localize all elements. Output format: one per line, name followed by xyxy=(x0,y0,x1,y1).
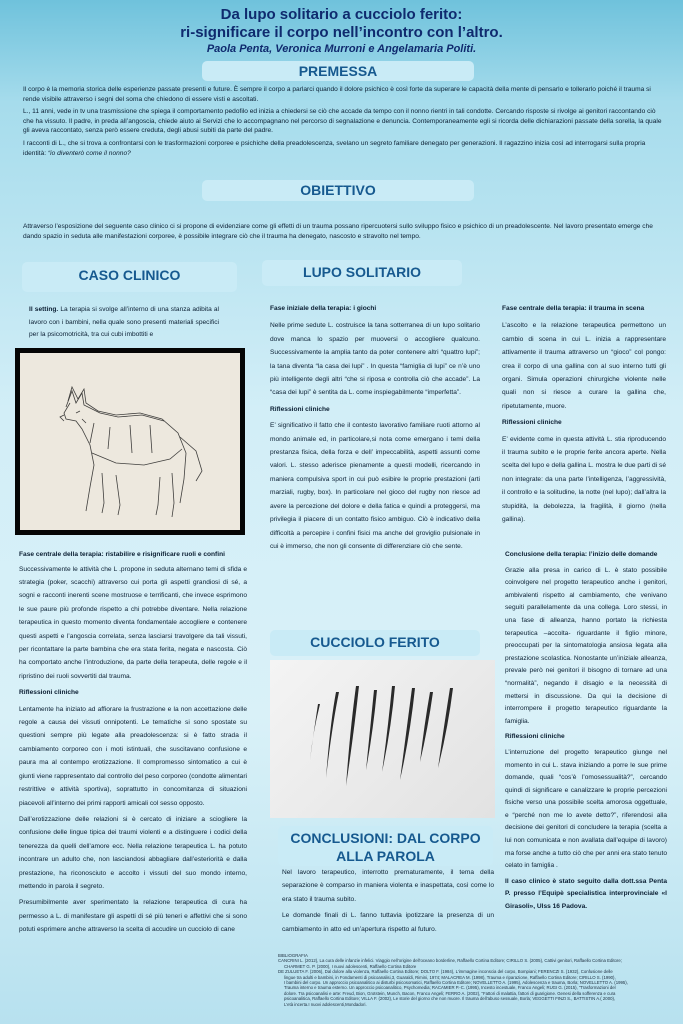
bibliography-line: psicoanalitica, Raffaello Cortina Editore; VILLA F. (2002), Le storie del giorno che non muore. Il trauma dell’abuso sessuale, Borla; VEGGETTI FINZI S., BATTISTIN A.( 2000), xyxy=(284,996,616,1002)
premessa-paragraph-3 xyxy=(23,139,663,158)
trauma-riflessioni-heading: Riflessioni cliniche xyxy=(502,419,562,427)
bibliography-heading: BIBLIOGRAFIA xyxy=(278,953,308,958)
slashed-canvas-icon xyxy=(270,660,495,818)
premessa-section xyxy=(23,85,663,158)
conclusioni-heading-line-2: ALLA PAROLA xyxy=(336,848,435,864)
premessa-paragraph-1: Il corpo è la memoria storica delle esperienze passate presenti e future. È sempre il corpo a parlarci quando il dolore psichico è così forte da superare le capacità della mente di pensarlo e tollerarlo poiché il trauma si rende visibile attraverso i segni del soma che chiedono di essere visti e ascoltati. xyxy=(23,86,651,103)
wolf-sketch-icon xyxy=(20,353,240,530)
premessa-heading: PREMESSA xyxy=(298,63,378,79)
trauma-column xyxy=(502,302,666,530)
bibliography-line: CHARMET G. P. (2000), I nuovi adolescenti, Raffaello Cortina Editore xyxy=(284,963,417,969)
closing-note: Il caso clinico è stato seguito dalla dott.ssa Penta P. presso l’Equipè specialistica interprovinciale «I Girasoli», Ulss 16 Padova. xyxy=(505,877,667,911)
conclusioni-text xyxy=(282,866,494,939)
bibliography-line: L’età incerta.I nuovi adolescenti,Mondadori. xyxy=(284,1001,367,1007)
premessa-paragraph-2: L., 11 anni, vede in tv una trasmissione che spiega il comportamento pedofilo ed inizia a chiedersi se ciò che accade da tempo con il nonno rientri in tali condotte. Cercando risposte si rivolge ai genitori raccontando ciò che ha vissuto. Il padre, in preda all’angoscia, chiede aiuto ai Servizi che lo accompagnano nel percorso di segnalazione e denuncia. Contemporaneamente egli si ricorda delle dichiarazioni passate della sorella, la quale gli aveva raccontato, senza però essere creduta, degli abusi subiti da parte del padre. xyxy=(23,108,662,135)
conclusione-riflessioni-text: L’interruzione del progetto terapeutico giunge nel momento in cui L. stava iniziando a porre le sue prime domande, quali “cos’è l’omosessualità?”, cercando quindi di significare e canalizzare le proprie percezioni fisiche verso una possibile scelta amorosa oggettuale, e “perché non me lo avete detto?”, riferendosi alla decisione dei genitori di concludere la terapia (scelta a lui non comunicata e non avallata dall’equipe di lavoro) ma forse anche a tutto ciò che per anni era stato tenuto celato in famiglia . xyxy=(505,748,667,870)
caso-clinico-heading: CASO CLINICO xyxy=(78,267,181,283)
slashed-canvas-image xyxy=(270,660,495,818)
conclusioni-paragraph-2: Le domande finali di L. fanno tuttavia ipotizzare la presenza di un cambiamento in atto ed un’apertura rispetto al futuro. xyxy=(282,912,494,933)
trauma-heading: Fase centrale della terapia: il trauma in scena xyxy=(502,305,645,312)
fase-iniziale-text: Nelle prime sedute L. costruisce la tana sotterranea di un lupo solitario dove manca lo spazio per muoversi o accogliere qualcuno. Successivamente la amplia tanto da poter contenere altri “quattro lupi”; la tana diventa “la casa dei lupi” . In questa “famiglia di lupi” ce n’è uno più intelligente degli altri “che si riposa e controlla ciò che accade”. La “casa dei lupi” è sentita da L. come inspiegabilmente “imperfetta”. xyxy=(270,322,480,397)
caso-clinico-lower-column xyxy=(19,550,247,940)
setting-label: Il setting. xyxy=(29,306,59,313)
trauma-riflessioni-text: E’ evidente come in questa attività L. stia riproducendo il trauma subito e le proprie ferite ancora aperte. Nella scelta del lupo e della gallina L. mostra le due parti di sé non integrate: da una parte l’intelligenza, l’aggressività, il controllo e la solitudine, la notte (nel lupo); dall’altra la stupidità, la debolezza, la fragilità, il giorno (nella gallina). xyxy=(502,435,666,524)
fase-centrale-ruoli-text: Successivamente le attività che L .propone in seduta alternano temi di sfida e strategia (poker, scacchi) attraverso cui porta gli aspetti grandiosi di sé, a sogni e racconti inerenti scene mostruose e terrificanti, che invece esprimono le sue paure più profonde rispetto a chi potrebbe diventare. Nella relazione terapeutica in questo momento diventa fondamentale accogliere e contenere questi aspetti e l’angoscia correlata, senza lasciarsi travolgere da tali vissuti, per ricontattare la parte bambina che era stata ferita, negata e nascosta. Ciò ha comportato anche l’introduzione, da parte della terapeuta, delle regole e il ripristino dei ruoli sovvertiti dal trauma. xyxy=(19,565,247,680)
bibliography-line: Trauma interno e trauma esterno. Un approccio psicoanalitico, Psychomedia; RACAMIER P.-C. (1995), Incesto incestuale, Franco Angeli; RUGI G. (2015), “Trasformazioni del xyxy=(284,985,616,991)
lupo-riflessioni-heading: Riflessioni cliniche xyxy=(270,405,330,413)
conclusione-terapia-heading: Conclusione della terapia: l’inizio delle domande xyxy=(505,551,658,558)
bibliography xyxy=(278,953,673,1007)
wolf-drawing xyxy=(15,348,245,535)
conclusioni-paragraph-1: Nel lavoro terapeutico, interrotto prematuramente, il tema della separazione è comparso in maniera violenta e inaspettata, così come lo era stato il trauma subito. xyxy=(282,869,494,903)
lupo-riflessioni-text: E’ significativo il fatto che il contesto lavorativo familiare ruoti attorno al mondo animale ed, in particolare,si nota come emergano i temi della prestanza fisica, della forza e dell’ impeccabilità, aspetti assunti come valori. L. stesso aderisce pienamente a questi modelli, ricercando in maniera compulsiva sport in cui può esibire le proprie prestazioni (arti marziali, rugby, box). In particolare nel gioco del rugby non riesce ad avere la percezione del dolore e della fatica e quindi a proteggersi, ma privilegia il piacere di un contatto fisico ambiguo. Ciò è indicativo della difficoltà a percepire i confini fisici ma anche del groviglio pulsionale in cui è immerso, che non gli consente di differenziare ciò che sente. xyxy=(270,422,480,550)
poster-title-line-2: ri-significare il corpo nell’incontro con l’altro. xyxy=(180,24,503,41)
conclusione-riflessioni-heading: Riflessioni cliniche xyxy=(505,733,565,741)
wolf-drawing-paper xyxy=(20,353,240,530)
cucciolo-ferito-heading: CUCCIOLO FERITO xyxy=(310,634,440,650)
bibliography-line: CANCRINI L. (2012), La cura delle infanzie infelici. Viaggio nell’origine dell’oceano borderline, Raffaello Cortina Editore; CIRILLO S. (2005), Cattivi genitori, Raffaello Cortina Editore; xyxy=(278,958,622,964)
conclusioni-heading-line-1: CONCLUSIONI: DAL CORPO xyxy=(290,830,481,846)
conclusione-terapia-text: Grazie alla presa in carico di L. è stato possibile coinvolgere nel progetto terapeutico anche i genitori, ambivalenti rispetto al cambiamento, che venivano seguiti parallelamente da una collega. Loro stessi, in una fase di alleanza, hanno portato la richiesta terapeutica –accolta- riguardante il figlio minore, preoccupati per la sintomatologia ansiosa legata alla prestazione scolastica. Nonostante un’iniziale alleanza, prevale però nei genitori il bisogno di tornare ad una “normalità”, negando il disagio e la necessità di mettersi in discussione. Da qui la decisione di interrompere il progetto terapeutico riguardante la famiglia. xyxy=(505,566,667,725)
caso-clinico-riflessioni-p3: Presumibilmente aver sperimentato la relazione terapeutica di cura ha permesso a L. di manifestare gli aspetti di sé più teneri e affettivi che si sono potuti esprimere anche attraverso la scelta di accudire un cucciolo di cane xyxy=(19,899,247,934)
premessa-quote: “io diventerò come il nonno? xyxy=(47,149,131,157)
setting-text: La terapia si svolge all’interno di una stanza adibita al lavoro con i bambini, nella quale sono presenti materiali specifici per la psicomotricità, tra cui cubi imbottiti e xyxy=(29,306,220,339)
caso-clinico-riflessioni-p1: Lentamente ha iniziato ad affiorare la frustrazione e la non accettazione delle regole a causa dei vissuti onnipotenti. Le tematiche si sono spostate su questioni sempre più legate alla preadolescenza: si è fatto strada il cambiamento corporeo con i moti istintuali, che suscitavano confusione e paura ma al contempo erotizzazione. Il compromesso sintomatico a cui è giunti viene rappresentato dal controllo del peso corporeo (condotte alimentari restrittive e attività sportiva), soprattutto in concomitanza di situazioni piacevoli all’interno dei primi rapporti amicali col sesso opposto. xyxy=(19,705,247,807)
fase-iniziale-heading: Fase iniziale della terapia: i giochi xyxy=(270,305,377,312)
trauma-text: L’ascolto e la relazione terapeutica permettono un cambio di scena in cui L. inizia a rappresentare attivamente il trauma attraverso un “gioco” col pongo: crea il corpo di una gallina con al suo interno tutti gli organi. Simula operazioni chirurgiche violente nelle quali non si riesce a curare la gallina che, ripetutamente, muore. xyxy=(502,322,666,410)
lupo-solitario-column xyxy=(270,302,480,556)
caso-clinico-riflessioni-heading: Riflessioni cliniche xyxy=(19,689,79,697)
obiettivo-heading: OBIETTIVO xyxy=(300,182,376,198)
authors: Paola Penta, Veronica Murroni e Angelamaria Politi. xyxy=(206,43,477,55)
lupo-solitario-heading: LUPO SOLITARIO xyxy=(303,264,421,280)
setting-paragraph xyxy=(29,304,219,342)
obiettivo-text: Attraverso l’esposizione del seguente caso clinico ci si propone di evidenziare come gli effetti di un trauma possano ripercuotersi sullo sviluppo fisico e psichico di un preadolescente. Nel lavoro presentato emerge che dando spazio in seduta alle manifestazioni corporee, è possibile integrare ciò che il trauma ha denegato, nascosto e stravolto nel tempo. xyxy=(23,223,653,240)
poster-title-line-1: Da lupo solitario a cucciolo ferito: xyxy=(220,6,463,23)
fase-centrale-ruoli-heading: Fase centrale della terapia: ristabilire e risignificare ruoli e confini xyxy=(19,551,225,558)
bibliography-line: lingue tra adulti e bambini, in Fondamenti di psicoanalisi,3, Guaraldi, Rimini, 1974; MALACREA M. (1998), Trauma e riparazione, Raffaello Cortina Editore; CIRILLO S. (1990), xyxy=(284,974,616,980)
bibliography-line: DE ZULUETA F. (2006), Dal dolore alla violenza, Raffaello Cortina Editore; DOLTO F. (1984), L’immagine inconscia del corpo, Bompiani; FERENCZI S. (1932), Confusione delle xyxy=(278,969,613,975)
bibliography-line: I bambini del corpo. Un approccio psicoanalitico ai disturbi psicosomatici, Raffaello Cortina Editore; NOVELLETTO A. (1995), Adolescenza e trauma, Borla; NOVELLETTO A. (1995), xyxy=(284,980,628,986)
caso-clinico-riflessioni-p2: Dall’erotizzazione delle relazioni si è cercato di iniziare a sciogliere la confusione delle lingue tipica dei traumi violenti e a distinguere i codici della tenerezza da quelli dell’amore ecc. Nella relazione terapeutica L. ha potuto incontrare un adulto che, non lasciandosi abbagliare dall’esteriorità e dalla prestazione, ha riconosciuto e accolto i vissuti del suo mondo interno, mettendo in parola il segreto. xyxy=(19,815,247,890)
premessa-paragraph-3-text: I racconti di L., che si trova a confrontarsi con le trasformazioni corporee e psichiche della preadolescenza, svelano un segreto familiare denegato per generazioni. Il ragazzino inizia così ad interrogarsi sulla propria identità: xyxy=(23,139,646,157)
conclusione-terapia-column xyxy=(505,549,667,917)
bibliography-line: dolore. Tra psicoanalisi e arte: Freud, Bion, Grotstein, Munch, Bacon, Franco Angeli; FERRO A. (2002), “Fattori di malattia, fattori di guarigione. Genesi della sofferenza e cura xyxy=(284,990,616,996)
